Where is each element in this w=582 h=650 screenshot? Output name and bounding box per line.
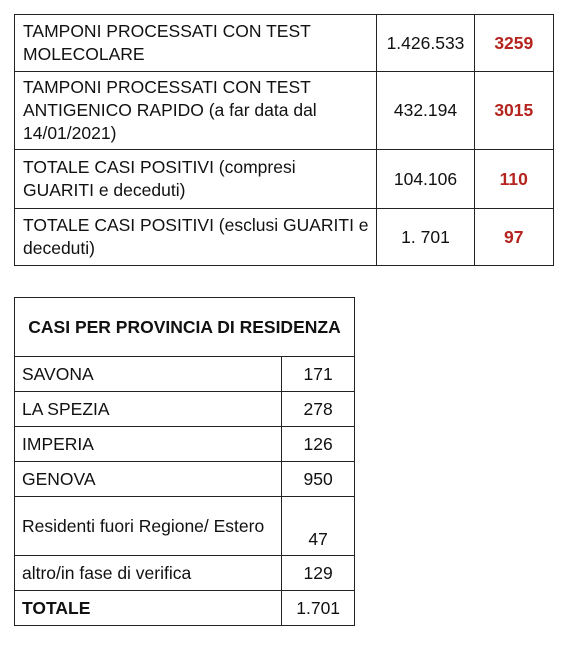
table-row bbox=[15, 427, 355, 462]
province-value: 47 bbox=[282, 497, 355, 556]
stats-row-total-excl bbox=[15, 209, 554, 266]
province-name: Residenti fuori Regione/ Estero bbox=[15, 497, 282, 556]
province-value: 129 bbox=[282, 556, 355, 591]
province-value: 278 bbox=[282, 392, 355, 427]
stats-row-antigen bbox=[15, 72, 554, 150]
province-name: LA SPEZIA bbox=[15, 392, 282, 427]
province-name: altro/in fase di verifica bbox=[15, 556, 282, 591]
stats-daily-increase: 3015 bbox=[474, 72, 553, 150]
province-name: GENOVA bbox=[15, 462, 282, 497]
stats-value: 1.426.533 bbox=[377, 15, 474, 72]
total-label: TOTALE bbox=[15, 591, 282, 626]
stats-label: TOTALE CASI POSITIVI (compresi GUARITI e deceduti) bbox=[15, 150, 377, 209]
stats-row-molecular bbox=[15, 15, 554, 72]
province-value: 950 bbox=[282, 462, 355, 497]
stats-daily-increase: 110 bbox=[474, 150, 553, 209]
table-row bbox=[15, 357, 355, 392]
province-value: 126 bbox=[282, 427, 355, 462]
total-row bbox=[15, 591, 355, 626]
total-value: 1.701 bbox=[282, 591, 355, 626]
stats-value: 432.194 bbox=[377, 72, 474, 150]
province-table-header bbox=[15, 298, 355, 357]
stats-daily-increase: 97 bbox=[474, 209, 553, 266]
stats-table bbox=[14, 14, 554, 266]
stats-label: TAMPONI PROCESSATI CON TEST ANTIGENICO RAPIDO (a far data dal 14/01/2021) bbox=[15, 72, 377, 150]
table-row bbox=[15, 497, 355, 556]
stats-row-total-incl bbox=[15, 150, 554, 209]
province-name: IMPERIA bbox=[15, 427, 282, 462]
province-table-title: CASI PER PROVINCIA DI RESIDENZA bbox=[15, 298, 355, 357]
stats-value: 104.106 bbox=[377, 150, 474, 209]
table-row bbox=[15, 392, 355, 427]
stats-value: 1. 701 bbox=[377, 209, 474, 266]
table-row bbox=[15, 556, 355, 591]
province-value: 171 bbox=[282, 357, 355, 392]
province-name: SAVONA bbox=[15, 357, 282, 392]
table-row bbox=[15, 462, 355, 497]
stats-daily-increase: 3259 bbox=[474, 15, 553, 72]
stats-label: TAMPONI PROCESSATI CON TEST MOLECOLARE bbox=[15, 15, 377, 72]
stats-label: TOTALE CASI POSITIVI (esclusi GUARITI e deceduti) bbox=[15, 209, 377, 266]
province-table bbox=[14, 297, 355, 626]
